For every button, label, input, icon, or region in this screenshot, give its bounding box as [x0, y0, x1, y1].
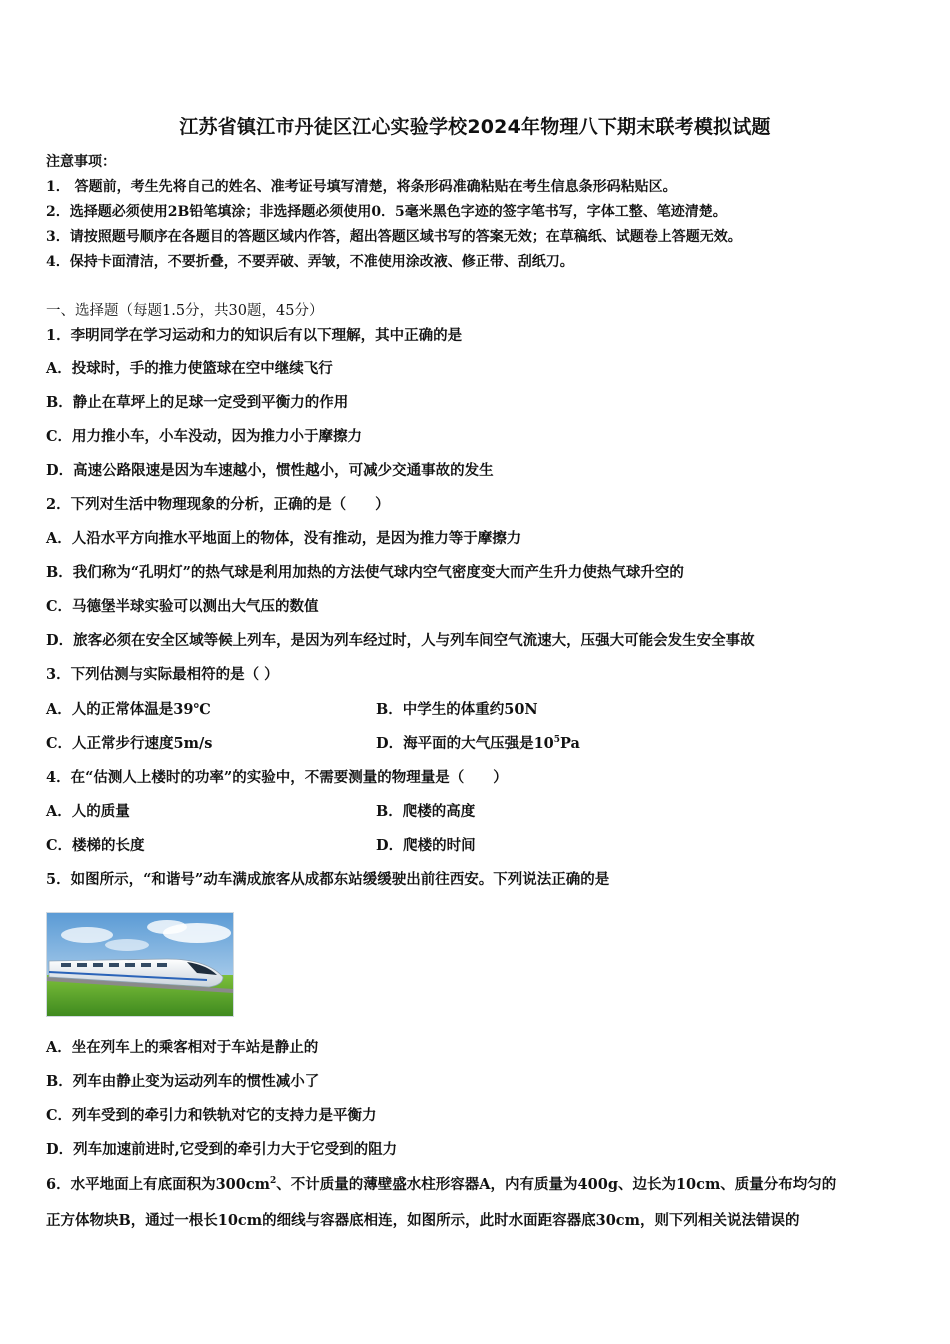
q3-option-c: C．人正常步行速度5m/s [46, 735, 213, 752]
q6-stem-line-2: 正方体物块B，通过一根长10cm的细线与容器底相连，如图所示，此时水面距容器底30cm，则下列相关说法错误的 [46, 1212, 800, 1229]
notice-item-2: 2．选择题必须使用2B铅笔填涂；非选择题必须使用0．5毫米黑色字迹的签字笔书写，字体工整、笔迹清楚。 [46, 204, 727, 220]
q2-stem: 2．下列对生活中物理现象的分析，正确的是（ ） [46, 496, 390, 513]
q2-option-d: D．旅客必须在安全区域等候上列车，是因为列车经过时，人与列车间空气流速大，压强大可能会发生安全事故 [46, 632, 755, 649]
q3-stem: 3．下列估测与实际最相符的是（ ） [46, 666, 279, 683]
q5-stem: 5．如图所示，“和谐号”动车满成旅客从成都东站缓缓驶出前往西安。下列说法正确的是 [46, 871, 610, 888]
q5-option-a: A．坐在列车上的乘客相对于车站是静止的 [46, 1039, 319, 1056]
q6-stem-line-1 [46, 1175, 836, 1195]
q1-stem: 1．李明同学在学习运动和力的知识后有以下理解，其中正确的是 [46, 327, 463, 344]
q6-stem-exponent: 2 [270, 1176, 277, 1187]
q3-option-d-unit: Pa [560, 735, 580, 752]
notice-heading: 注意事项： [46, 154, 116, 170]
q2-option-a: A．人沿水平方向推水平地面上的物体，没有推动，是因为推力等于摩擦力 [46, 530, 522, 547]
q3-option-d [376, 734, 580, 754]
q4-option-b: B．爬楼的高度 [376, 803, 476, 820]
q3-option-b: B．中学生的体重约50N [376, 701, 538, 718]
q2-option-c: C．马德堡半球实验可以测出大气压的数值 [46, 598, 319, 615]
q1-option-b: B．静止在草坪上的足球一定受到平衡力的作用 [46, 394, 349, 411]
q2-option-b: B．我们称为“孔明灯”的热气球是利用加热的方法使气球内空气密度变大而产生升力使热气球升空的 [46, 564, 684, 581]
page-title: 江苏省镇江市丹徒区江心实验学校2024年物理八下期末联考模拟试题 [179, 116, 771, 138]
q5-option-b: B．列车由静止变为运动列车的惯性减小了 [46, 1073, 320, 1090]
q5-option-d: D．列车加速前进时,它受到的牵引力大于它受到的阻力 [46, 1141, 398, 1158]
q4-option-d: D．爬楼的时间 [376, 837, 476, 854]
q4-stem: 4．在“估测人上楼时的功率”的实验中，不需要测量的物理量是（ ） [46, 769, 508, 786]
q4-option-a: A．人的质量 [46, 803, 130, 820]
q5-option-c: C．列车受到的牵引力和铁轨对它的支持力是平衡力 [46, 1107, 377, 1124]
train-illustration [47, 913, 233, 1016]
train-photo [46, 912, 234, 1017]
notice-item-1: 1． 答题前，考生先将自己的姓名、准考证号填写清楚，将条形码准确粘贴在考生信息条形码粘贴区。 [46, 179, 677, 195]
section-heading: 一、选择题（每题1.5分，共30题，45分） [46, 303, 324, 319]
notice-item-3: 3．请按照题号顺序在各题目的答题区域内作答，超出答题区域书写的答案无效；在草稿纸、试题卷上答题无效。 [46, 229, 742, 245]
q1-option-c: C．用力推小车，小车没动，因为推力小于摩擦力 [46, 428, 363, 445]
q3-option-d-exponent: 5 [553, 735, 561, 746]
q1-option-a: A．投球时，手的推力使篮球在空中继续飞行 [46, 360, 333, 377]
q6-stem-part-2: 、不计质量的薄壁盛水柱形容器A，内有质量为400g、边长为10cm、质量分布均匀的 [276, 1176, 837, 1193]
q3-option-a: A．人的正常体温是39℃ [46, 701, 211, 718]
q3-option-d-text: D．海平面的大气压强是10 [376, 735, 554, 752]
notice-item-4: 4．保持卡面清洁，不要折叠，不要弄破、弄皱，不准使用涂改液、修正带、刮纸刀。 [46, 254, 574, 270]
q6-stem-part-1: 6．水平地面上有底面积为300cm [46, 1176, 271, 1193]
q1-option-d: D．高速公路限速是因为车速越小，惯性越小，可减少交通事故的发生 [46, 462, 494, 479]
q4-option-c: C．楼梯的长度 [46, 837, 145, 854]
